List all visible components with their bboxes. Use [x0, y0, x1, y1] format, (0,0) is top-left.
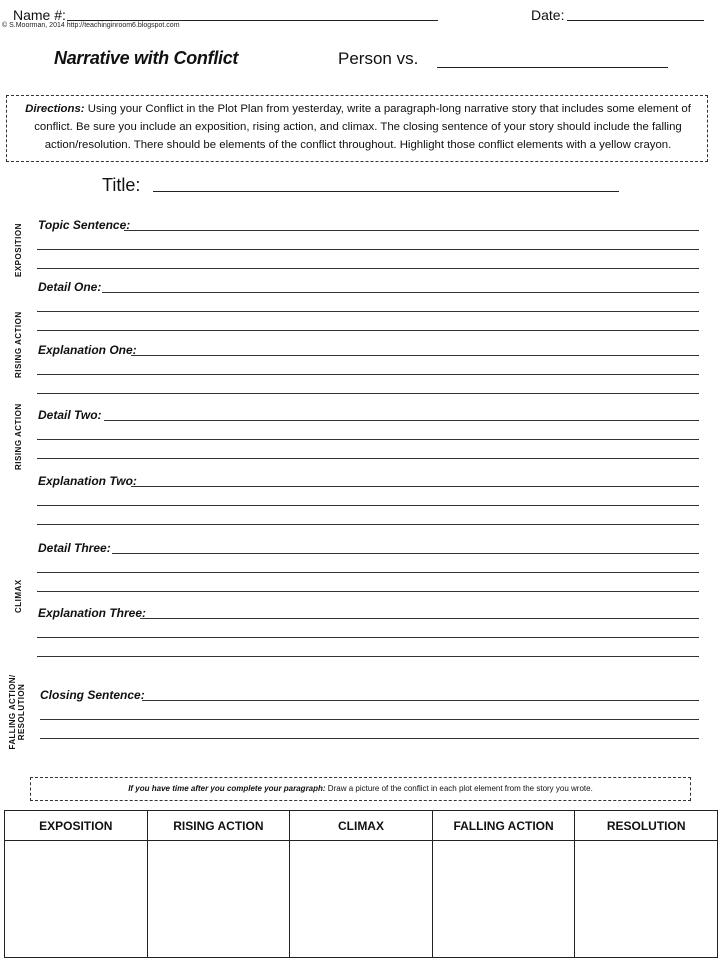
table-header-exposition: EXPOSITION	[5, 811, 148, 841]
detail-three-line[interactable]	[112, 553, 699, 554]
name-label: Name #:	[13, 7, 66, 23]
explanation-three-line[interactable]	[37, 656, 699, 657]
section-label-exposition: EXPOSITION	[14, 223, 23, 277]
explanation-one-line[interactable]	[37, 393, 699, 394]
section-label-rising-action-1: RISING ACTION	[14, 311, 23, 378]
plot-drawing-table	[4, 810, 718, 958]
detail-one-line[interactable]	[102, 292, 699, 293]
explanation-two-line[interactable]	[131, 486, 699, 487]
detail-two-line[interactable]	[37, 439, 699, 440]
closing-sentence-line[interactable]	[40, 719, 699, 720]
table-header-resolution: RESOLUTION	[575, 811, 718, 841]
section-label-rising-action-2: RISING ACTION	[14, 403, 23, 470]
explanation-one-line[interactable]	[131, 355, 699, 356]
name-field[interactable]	[67, 20, 438, 21]
detail-three-line[interactable]	[37, 591, 699, 592]
bonus-note-box	[30, 777, 691, 801]
topic-sentence-line[interactable]	[124, 230, 699, 231]
drawing-cell-exposition[interactable]	[5, 841, 148, 958]
table-header-climax: CLIMAX	[290, 811, 433, 841]
bonus-note-text: Draw a picture of the conflict in each plot element from the story you wrote.	[325, 784, 593, 793]
topic-sentence-label: Topic Sentence:	[38, 218, 131, 232]
drawing-cell-falling-action[interactable]	[432, 841, 575, 958]
closing-sentence-label: Closing Sentence:	[40, 688, 145, 702]
explanation-one-label: Explanation One:	[38, 343, 137, 357]
person-vs-label: Person vs.	[338, 49, 419, 68]
table-header-rising-action: RISING ACTION	[147, 811, 290, 841]
bonus-note-lead: If you have time after you complete your paragraph:	[128, 784, 326, 793]
drawing-cell-climax[interactable]	[290, 841, 433, 958]
falling-action-label-line1: FALLING ACTION/	[8, 674, 17, 750]
detail-three-label: Detail Three:	[38, 541, 111, 555]
explanation-two-line[interactable]	[37, 505, 699, 506]
detail-one-line[interactable]	[37, 330, 699, 331]
detail-two-line[interactable]	[104, 420, 699, 421]
drawing-cell-resolution[interactable]	[575, 841, 718, 958]
directions-text: Using your Conflict in the Plot Plan from yesterday, write a paragraph-long narrative story that includes some element of conflict. Be sure you include an exposition, rising action, and climax. The closing sentence of your story should include the falling action/resolution. There should be elements of the conflict throughout. Highlight those conflict elements with a yellow crayon.	[34, 103, 691, 151]
date-label: Date:	[531, 7, 565, 23]
worksheet-title: Narrative with Conflict	[54, 48, 239, 68]
explanation-three-line[interactable]	[37, 637, 699, 638]
explanation-three-line[interactable]	[140, 618, 699, 619]
closing-sentence-line[interactable]	[40, 738, 699, 739]
copyright-note: © S.Moorman, 2014 http://teachinginroom6.blogspot.com	[2, 22, 180, 29]
section-label-falling-action	[8, 667, 26, 757]
table-header-falling-action: FALLING ACTION	[432, 811, 575, 841]
explanation-two-label: Explanation Two:	[38, 474, 137, 488]
person-vs-field[interactable]	[437, 67, 668, 68]
detail-one-label: Detail One:	[38, 280, 102, 294]
story-title-field[interactable]	[153, 191, 619, 192]
detail-two-line[interactable]	[37, 458, 699, 459]
closing-sentence-line[interactable]	[142, 700, 699, 701]
detail-one-line[interactable]	[37, 311, 699, 312]
story-title-label: Title:	[102, 175, 141, 195]
directions-lead: Directions:	[25, 103, 85, 115]
falling-action-label-line2: RESOLUTION	[17, 683, 26, 741]
detail-two-label: Detail Two:	[38, 408, 102, 422]
explanation-three-label: Explanation Three:	[38, 606, 147, 620]
drawing-cell-rising-action[interactable]	[147, 841, 290, 958]
topic-sentence-line[interactable]	[37, 249, 699, 250]
detail-three-line[interactable]	[37, 572, 699, 573]
directions-box	[6, 95, 708, 162]
explanation-two-line[interactable]	[37, 524, 699, 525]
date-field[interactable]	[567, 20, 704, 21]
section-label-climax: CLIMAX	[14, 579, 23, 613]
explanation-one-line[interactable]	[37, 374, 699, 375]
topic-sentence-line[interactable]	[37, 268, 699, 269]
